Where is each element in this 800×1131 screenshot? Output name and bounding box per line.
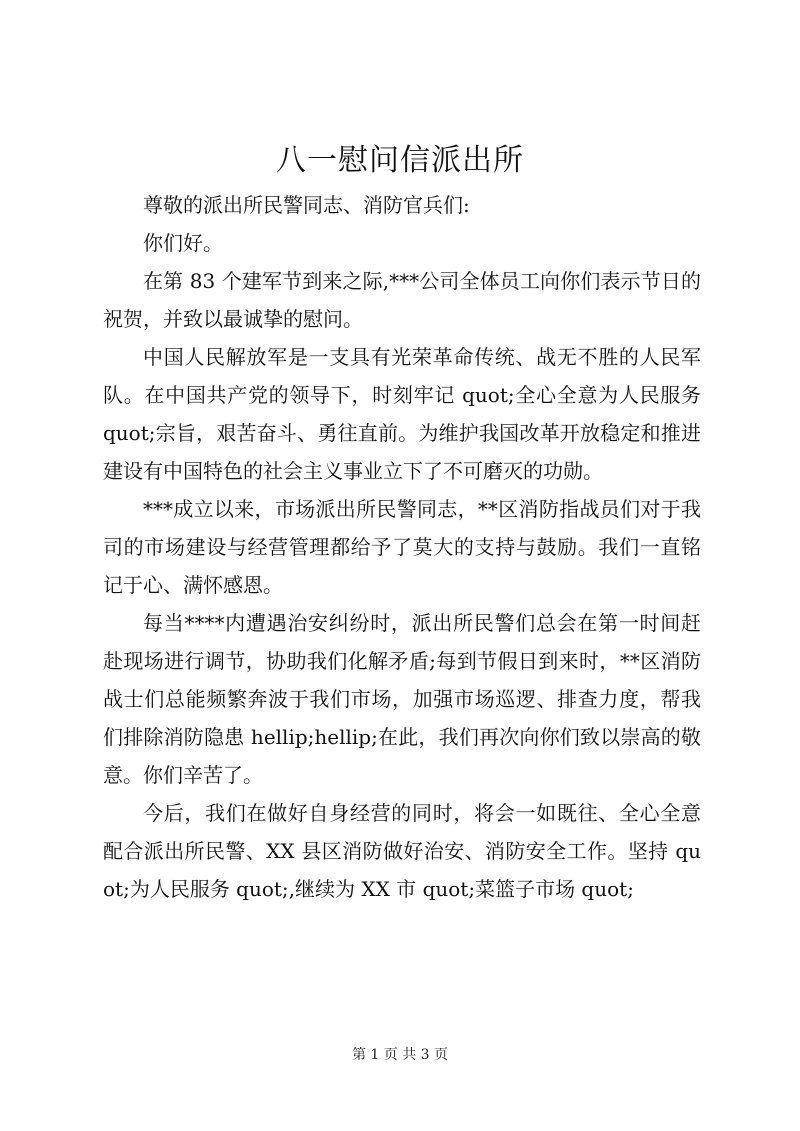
document-title: 八一慰问信派出所 xyxy=(276,143,524,178)
paragraph-support-thanks: ***成立以来，市场派出所民警同志，**区消防指战员们对于我司的市场建设与经营管理都给予了莫大的支持与鼓励。我们一直铭记于心、满怀感恩。 xyxy=(103,497,701,597)
paragraph-festival-wishes: 在第 83 个建军节到来之际,***公司全体员工向你们表示节日的祝贺，并致以最诚挚的慰问。 xyxy=(103,269,701,331)
paragraph-future-commitment: 今后，我们在做好自身经营的同时，将会一如既往、全心全意配合派出所民警、XX 县区消防做好治安、消防安全工作。坚持 quot;为人民服务 quot;,继续为 XX 市 quot;菜篮子市场 quot; xyxy=(103,801,701,901)
paragraph-salutation: 尊敬的派出所民警同志、消防官兵们: xyxy=(143,193,470,217)
paragraph-greeting: 你们好。 xyxy=(143,231,223,255)
paragraph-pla-tribute: 中国人民解放军是一支具有光荣革命传统、战无不胜的人民军队。在中国共产党的领导下，时刻牢记 quot;全心全意为人民服务 quot;宗旨，艰苦奋斗、勇往直前。为维护我国改革开放稳定和推进建设有中国特色的社会主义事业立下了不可磨灭的功勋。 xyxy=(103,345,701,483)
paragraph-police-fire-work: 每当****内遭遇治安纠纷时，派出所民警们总会在第一时间赶赴现场进行调节，协助我们化解矛盾;每到节假日到来时，**区消防战士们总能频繁奔波于我们市场，加强市场巡逻、排查力度，帮我们排除消防隐患 hellip;hellip;在此，我们再次向你们致以崇高的敬意。你们辛苦了。 xyxy=(103,611,701,787)
document-body xyxy=(103,186,701,908)
page-number-footer: 第 1 页 共 3 页 xyxy=(351,1047,449,1063)
